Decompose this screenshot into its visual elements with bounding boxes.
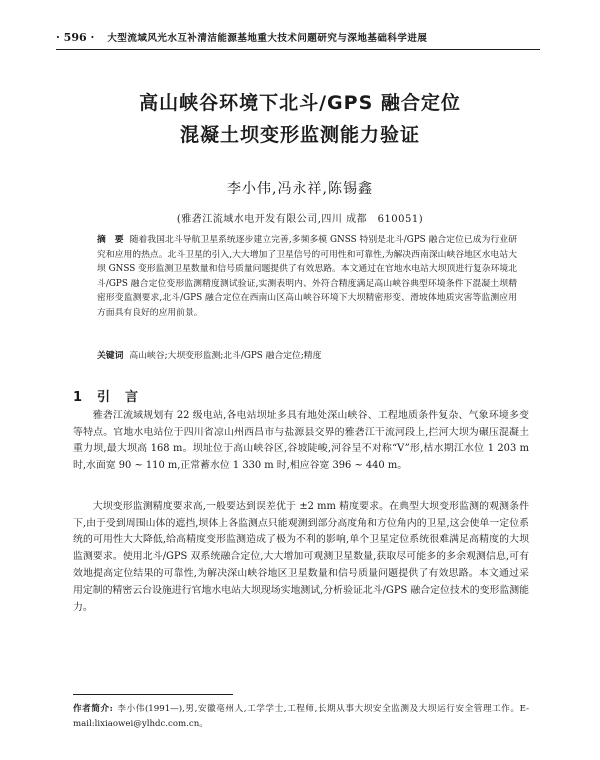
affiliation: (雅砻江流域水电开发有限公司,四川 成都 610051): [176, 214, 424, 225]
abstract-text: 随着我国北斗导航卫星系统逐步建立完善,多频多模 GNSS 特别是北斗/GPS 融合定位已成为行业研究和应用的热点。北斗卫星的引入,大大增加了卫星信号的可用性和可靠性,为解决西南深山峡谷地区水电站大坝 GNSS 变形监测卫星数量和信号质量问题提供了有效思路。本文通过在官地水电站大坝顶进行复杂环境北斗/GPS 融合定位变形监测精度测试验证,实测表明内、外符合精度满足高山峡谷典型环境条件下混凝土坝精密形变监测要求,北斗/GPS 融合定位在西南山区高山峡谷环境下大坝精密形变、滑坡体地质灾害等监测应用方面具有良好的应用前景。: [97, 235, 517, 318]
authors: 李小伟,冯永祥,陈锡鑫: [227, 181, 373, 197]
keywords-label: 关键词: [97, 351, 124, 361]
section-number: 1: [73, 390, 84, 405]
page-number: · 596 ·: [56, 31, 95, 44]
keywords-text: 高山峡谷;大坝变形监测;北斗/GPS 融合定位;精度: [129, 351, 322, 361]
footnote-label: 作者简介:: [73, 704, 113, 714]
paper-title-line-2: 混凝土坝变形监测能力验证: [179, 124, 420, 146]
keywords: [97, 349, 517, 363]
abstract: [97, 233, 517, 321]
abstract-label: 摘 要: [97, 235, 124, 245]
section-heading-introduction: [73, 386, 139, 405]
body-paragraph-1: 雅砻江流域规划有 22 级电站,各电站坝址多具有地处深山峡谷、工程地质条件复杂、气象环境多变等特点。官地水电站位于四川省凉山州西昌市与盐源县交界的雅砻江干流河段上,拦河大坝为碾压混凝土重力坝,最大坝高 168 m。坝址位于高山峡谷区,谷坡陡峻,河谷呈不对称“V”形,枯水期江水位 1 203 m 时,水面宽 90 ~ 110 m,正常蓄水位 1 330 m 时,相应谷宽 396 ~ 440 m。: [73, 409, 529, 472]
author-footnote: [73, 702, 529, 732]
section-title: 引 言: [97, 390, 140, 405]
footnote-text: 李小伟(1991—),男,安徽亳州人,工学学士,工程师,长期从事大坝安全监测及大坝运行安全管理工作。E-mail:lixiaowei@ylhdc.com.cn。: [73, 704, 529, 729]
running-head: [56, 30, 540, 50]
footnote-divider: [73, 694, 233, 695]
body-paragraph-2: 大坝变形监测精度要求高,一般要达到误差优于 ±2 mm 精度要求。在典型大坝变形监测的观测条件下,由于受到周围山体的遮挡,坝体上各监测点只能观测到部分高度角和方位角内的卫星,这会使单一定位系统的可用性大大降低,给高精度变形监测造成了极为不利的影响,单个卫星定位系统很难满足高精度的大坝监测要求。使用北斗/GPS 双系统融合定位,大大增加可观测卫星数量,获取尽可能多的多余观测信息,可有效地提高定位结果的可靠性,为解决深山峡谷地区卫星数量和信号质量问题提供了有效思路。本文通过采用定制的精密云台设施进行官地水电站大坝现场实地测试,分析验证北斗/GPS 融合定位技术的变形监测能力。: [73, 500, 529, 613]
paper-title-line-1: 高山峡谷环境下北斗/GPS 融合定位: [139, 92, 461, 114]
journal-title: 大型流域风光水互补清洁能源基地重大技术问题研究与深地基础科学进展: [107, 33, 428, 44]
